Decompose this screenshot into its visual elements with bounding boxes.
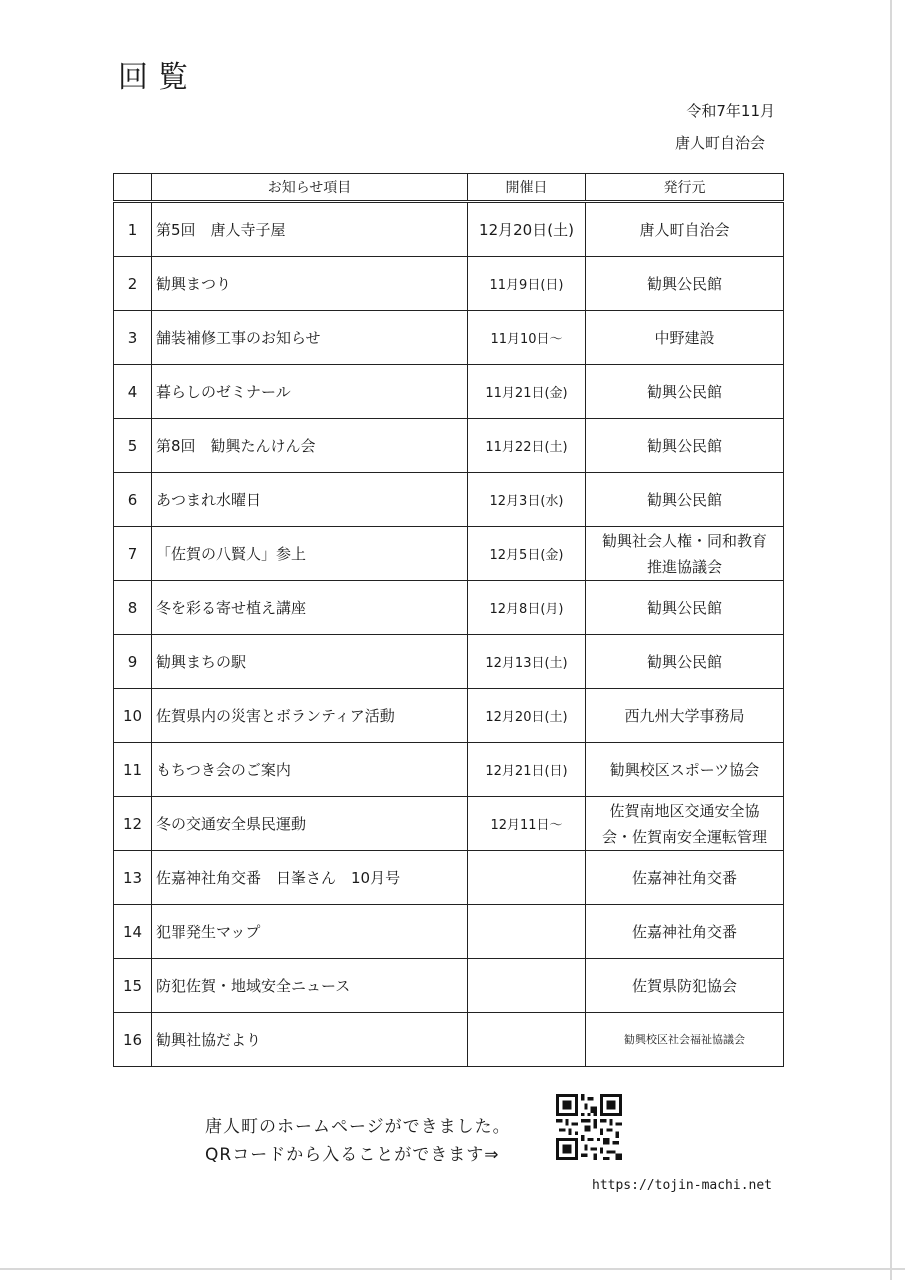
publisher-line: 推進協議会 bbox=[646, 557, 722, 576]
row-number: 12 bbox=[114, 797, 152, 851]
row-publisher: 勧興公民館 bbox=[586, 257, 784, 311]
table-row bbox=[114, 581, 784, 635]
homepage-notice bbox=[205, 1113, 511, 1169]
homepage-url[interactable]: https://tojin-machi.net bbox=[592, 1178, 773, 1193]
table-row bbox=[114, 365, 784, 419]
issuer-name: 唐人町自治会 bbox=[674, 134, 765, 152]
row-number: 13 bbox=[114, 851, 152, 905]
row-item: 暮らしのゼミナール bbox=[152, 365, 468, 419]
row-item: 防犯佐賀・地域安全ニュース bbox=[152, 959, 468, 1013]
table-row bbox=[114, 202, 784, 257]
row-date: 11月21日(金) bbox=[468, 365, 586, 419]
row-number: 14 bbox=[114, 905, 152, 959]
row-date: 12月11日～ bbox=[468, 797, 586, 851]
row-publisher: 佐賀県防犯協会 bbox=[586, 959, 784, 1013]
table-header-row bbox=[114, 174, 784, 202]
homepage-notice-line: 唐人町のホームページができました。 bbox=[205, 1117, 511, 1137]
table-row bbox=[114, 959, 784, 1013]
row-publisher: 勧興校区スポーツ協会 bbox=[586, 743, 784, 797]
table-row bbox=[114, 257, 784, 311]
row-publisher: 勧興公民館 bbox=[586, 635, 784, 689]
publisher-line: 佐賀南地区交通安全協 bbox=[609, 801, 760, 820]
row-date bbox=[468, 1013, 586, 1067]
row-publisher: 勧興校区社会福祉協議会 bbox=[586, 1013, 784, 1067]
notice-table bbox=[113, 173, 784, 1067]
row-item: 犯罪発生マップ bbox=[152, 905, 468, 959]
table-row bbox=[114, 419, 784, 473]
row-item: 第8回 勧興たんけん会 bbox=[152, 419, 468, 473]
row-number: 6 bbox=[114, 473, 152, 527]
row-publisher: 勧興公民館 bbox=[586, 473, 784, 527]
row-publisher: 佐嘉神社角交番 bbox=[586, 905, 784, 959]
row-number: 5 bbox=[114, 419, 152, 473]
row-date: 12月21日(日) bbox=[468, 743, 586, 797]
row-date bbox=[468, 851, 586, 905]
row-publisher: 唐人町自治会 bbox=[586, 202, 784, 257]
row-number: 15 bbox=[114, 959, 152, 1013]
issue-date: 令和7年11月 bbox=[686, 102, 775, 120]
table-row bbox=[114, 527, 784, 581]
row-date bbox=[468, 905, 586, 959]
row-item: 舗装補修工事のお知らせ bbox=[152, 311, 468, 365]
publisher-line: 勧興社会人権・同和教育 bbox=[601, 531, 767, 550]
row-number: 4 bbox=[114, 365, 152, 419]
row-date: 12月20日(土) bbox=[468, 689, 586, 743]
row-item: 勧興まつり bbox=[152, 257, 468, 311]
row-item: 勧興まちの駅 bbox=[152, 635, 468, 689]
row-item: 佐賀県内の災害とボランティア活動 bbox=[152, 689, 468, 743]
row-number: 11 bbox=[114, 743, 152, 797]
header-number bbox=[114, 174, 152, 202]
row-item: 冬の交通安全県民運動 bbox=[152, 797, 468, 851]
table-row bbox=[114, 473, 784, 527]
qr-code-icon[interactable] bbox=[556, 1094, 622, 1160]
row-number: 1 bbox=[114, 202, 152, 257]
table-row bbox=[114, 689, 784, 743]
page-edge-right bbox=[890, 0, 892, 1280]
row-number: 7 bbox=[114, 527, 152, 581]
row-date: 11月22日(土) bbox=[468, 419, 586, 473]
row-publisher: 勧興公民館 bbox=[586, 419, 784, 473]
row-date: 12月3日(水) bbox=[468, 473, 586, 527]
page-edge-bottom bbox=[0, 1268, 905, 1270]
table-row bbox=[114, 797, 784, 851]
row-number: 9 bbox=[114, 635, 152, 689]
row-item: 「佐賀の八賢人」参上 bbox=[152, 527, 468, 581]
row-date: 12月5日(金) bbox=[468, 527, 586, 581]
row-number: 2 bbox=[114, 257, 152, 311]
row-publisher bbox=[586, 797, 784, 851]
row-item: 勧興社協だより bbox=[152, 1013, 468, 1067]
table-row bbox=[114, 311, 784, 365]
table-row bbox=[114, 905, 784, 959]
table-row bbox=[114, 851, 784, 905]
row-publisher: 勧興公民館 bbox=[586, 581, 784, 635]
row-number: 10 bbox=[114, 689, 152, 743]
header-item: お知らせ項目 bbox=[152, 174, 468, 202]
row-date: 11月10日～ bbox=[468, 311, 586, 365]
row-date: 11月9日(日) bbox=[468, 257, 586, 311]
row-date: 12月8日(月) bbox=[468, 581, 586, 635]
row-publisher: 佐嘉神社角交番 bbox=[586, 851, 784, 905]
row-item: あつまれ水曜日 bbox=[152, 473, 468, 527]
row-publisher bbox=[586, 527, 784, 581]
row-item: 第5回 唐人寺子屋 bbox=[152, 202, 468, 257]
document-title: 回覧 bbox=[118, 60, 198, 95]
publisher-line: 会・佐賀南安全運転管理 bbox=[601, 827, 767, 846]
row-item: 佐嘉神社角交番 日峯さん 10月号 bbox=[152, 851, 468, 905]
row-item: 冬を彩る寄せ植え講座 bbox=[152, 581, 468, 635]
row-number: 8 bbox=[114, 581, 152, 635]
header-date: 開催日 bbox=[468, 174, 586, 202]
row-publisher: 西九州大学事務局 bbox=[586, 689, 784, 743]
table-row bbox=[114, 743, 784, 797]
row-item: もちつき会のご案内 bbox=[152, 743, 468, 797]
header-publisher: 発行元 bbox=[586, 174, 784, 202]
row-publisher: 勧興公民館 bbox=[586, 365, 784, 419]
row-number: 16 bbox=[114, 1013, 152, 1067]
row-date bbox=[468, 959, 586, 1013]
row-date: 12月20日(土) bbox=[468, 202, 586, 257]
table-row bbox=[114, 635, 784, 689]
row-number: 3 bbox=[114, 311, 152, 365]
row-publisher: 中野建設 bbox=[586, 311, 784, 365]
table-row bbox=[114, 1013, 784, 1067]
row-date: 12月13日(土) bbox=[468, 635, 586, 689]
homepage-notice-line: QRコードから入ることができます⇒ bbox=[205, 1145, 500, 1165]
